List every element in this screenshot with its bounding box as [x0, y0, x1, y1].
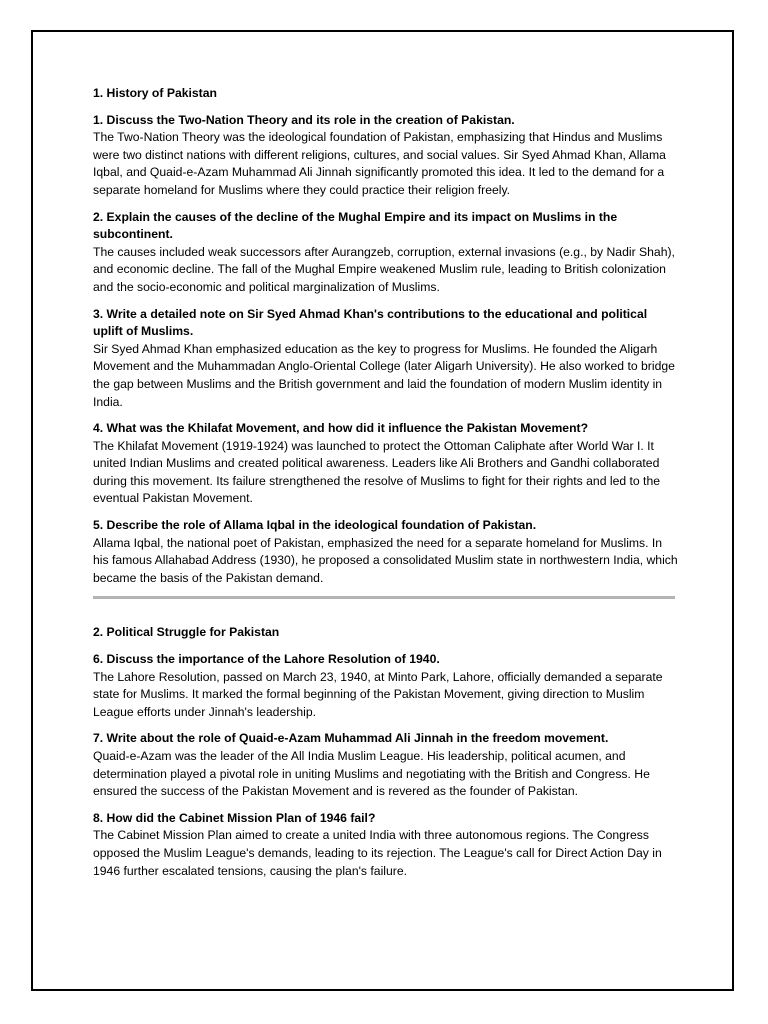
- document-body: [93, 85, 678, 889]
- qa-item: [93, 810, 678, 880]
- section-heading-history: 1. History of Pakistan: [93, 86, 217, 100]
- qa-item: [93, 651, 678, 721]
- qa-item: [93, 730, 678, 800]
- answer: Quaid-e-Azam was the leader of the All India Muslim League. His leadership, political acumen, and determination played a pivotal role in uniting Muslims and negotiating with the British and Congress. He ensured the success of the Pakistan Movement and is revered as the founder of Pakistan.: [93, 749, 650, 799]
- answer: The Lahore Resolution, passed on March 23, 1940, at Minto Park, Lahore, officially demanded a separate state for Muslims. It marked the formal beginning of the Pakistan Movement, giving direction to Muslim League efforts under Jinnah's leadership.: [93, 669, 663, 719]
- question: 8. How did the Cabinet Mission Plan of 1946 fail?: [93, 810, 376, 825]
- qa-item: [93, 517, 678, 587]
- answer: The causes included weak successors after Aurangzeb, corruption, external invasions (e.g., by Nadir Shah), and economic decline. The fall of the Mughal Empire weakened Muslim rule, leading to British colonization and the socio-economic and political marginalization of Muslims.: [93, 244, 675, 294]
- question: 5. Describe the role of Allama Iqbal in the ideological foundation of Pakistan.: [93, 518, 537, 533]
- qa-item: [93, 112, 678, 200]
- question: 7. Write about the role of Quaid-e-Azam Muhammad Ali Jinnah in the freedom movement.: [93, 731, 609, 746]
- answer: The Two-Nation Theory was the ideological foundation of Pakistan, emphasizing that Hindus and Muslims were two distinct nations with different religions, cultures, and social values. Sir Syed Ahmad Khan, Allama Iqbal, and Quaid-e-Azam Muhammad Ali Jinnah significantly promoted this idea. It led to the demand for a separate homeland for Muslims where they could practice their religion freely.: [93, 130, 666, 197]
- qa-item: [93, 306, 678, 412]
- answer: The Khilafat Movement (1919-1924) was launched to protect the Ottoman Caliphate after World War I. It united Indian Muslims and created political awareness. Leaders like Ali Brothers and Gandhi collaborated during this movement. Its failure strengthened the resolve of Muslims to fight for their rights and led to the eventual Pakistan Movement.: [93, 438, 661, 506]
- question: 4. What was the Khilafat Movement, and how did it influence the Pakistan Movement?: [93, 421, 589, 436]
- question: 1. Discuss the Two-Nation Theory and its role in the creation of Pakistan.: [93, 112, 515, 127]
- answer: Sir Syed Ahmad Khan emphasized education as the key to progress for Muslims. He founded the Aligarh Movement and the Muhammadan Anglo-Oriental College (later Aligarh University). He also worked to bridge the gap between Muslims and the British government and laid the foundation of modern Muslim identity in India.: [93, 341, 675, 409]
- qa-item: [93, 209, 678, 297]
- question: 3. Write a detailed note on Sir Syed Ahmad Khan's contributions to the educational and political uplift of Muslims.: [93, 306, 648, 339]
- section-divider: [93, 596, 675, 599]
- answer: The Cabinet Mission Plan aimed to create a united India with three autonomous regions. The Congress opposed the Muslim League's demands, leading to its rejection. The League's call for Direct Action Day in 1946 further escalated tensions, causing the plan's failure.: [93, 828, 662, 878]
- question: 6. Discuss the importance of the Lahore Resolution of 1940.: [93, 652, 440, 667]
- answer: Allama Iqbal, the national poet of Pakistan, emphasized the need for a separate homeland for Muslims. In his famous Allahabad Address (1930), he proposed a consolidated Muslim state in northwestern India, which became the basis of the Pakistan demand.: [93, 535, 678, 585]
- section-heading-political-struggle: 2. Political Struggle for Pakistan: [93, 625, 280, 640]
- qa-item: [93, 420, 678, 508]
- question: 2. Explain the causes of the decline of the Mughal Empire and its impact on Muslims in the subcontinent.: [93, 209, 618, 242]
